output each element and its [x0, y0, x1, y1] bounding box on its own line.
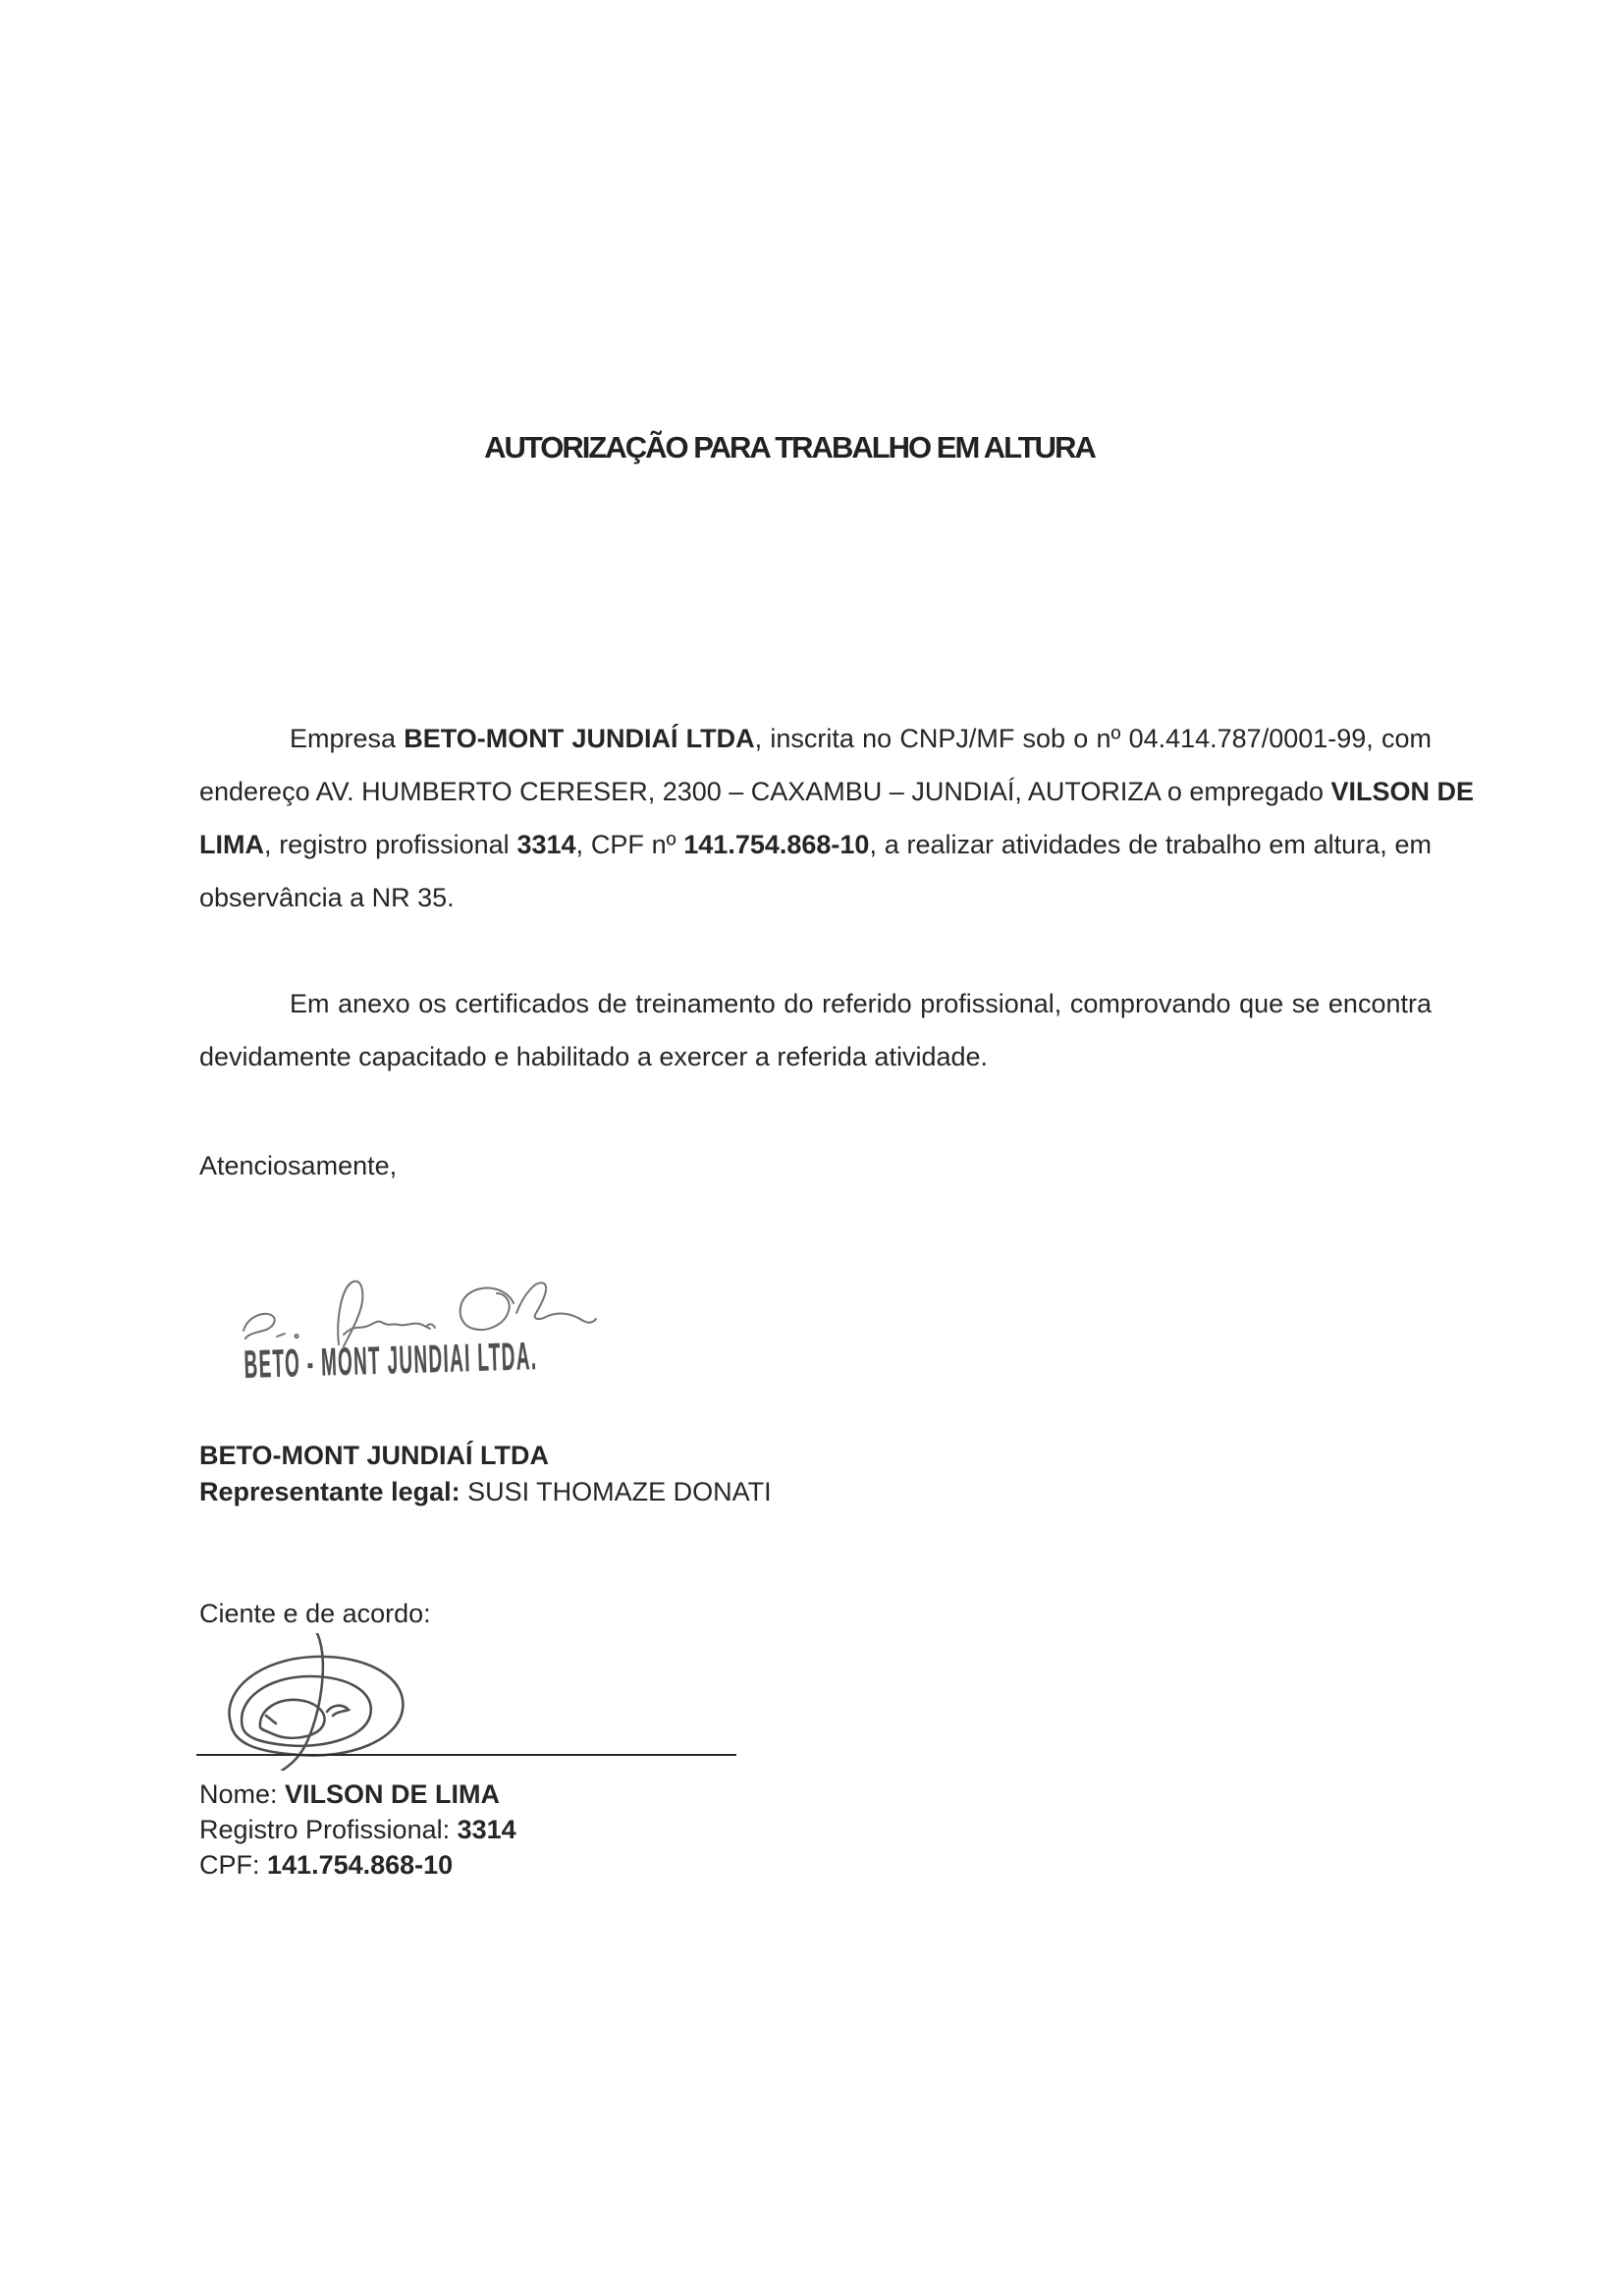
paragraph-line: [199, 871, 1432, 924]
employee-info-block: [199, 1777, 1432, 1883]
text-run: , inscrita no CNPJ/MF sob o nº 04.414.787/0001-99, com: [754, 724, 1433, 753]
paragraph-line: [199, 818, 1432, 871]
company-signature-block: [199, 1438, 1432, 1510]
text-run: devidamente capacitado e habilitado a exercer a referida atividade.: [199, 1042, 989, 1071]
employee-name-inline: LIMA: [199, 830, 264, 859]
company-rubber-stamp: [243, 1335, 868, 1388]
text-run: endereço AV. HUMBERTO CERESER, 2300 – CAXAMBU – JUNDIAÍ, AUTORIZA o empregado: [199, 777, 1331, 806]
text-run: observância a NR 35.: [199, 883, 455, 912]
cpf-inline: 141.754.868-10: [683, 830, 870, 859]
company-name-inline: BETO-MONT JUNDIAÍ LTDA: [404, 724, 755, 753]
paragraph-line: [199, 765, 1475, 818]
signature-line: [196, 1754, 736, 1756]
paragraph-line: [199, 712, 1432, 765]
text-run: , CPF nº: [575, 830, 684, 859]
representative-line: [199, 1474, 1432, 1510]
text-run: Em anexo os certificados de treinamento do referido profissional, comprovando que se encontra: [290, 989, 1432, 1018]
employee-registro: 3314: [457, 1815, 516, 1844]
text-run: , registro profissional: [263, 830, 517, 859]
name-label: Nome:: [199, 1779, 286, 1809]
registro-label: Registro Profissional:: [199, 1815, 458, 1844]
employee-registro-line: [199, 1812, 1432, 1847]
cpf-label: CPF:: [199, 1850, 268, 1880]
employee-name-inline: VILSON DE: [1330, 777, 1475, 806]
text-run: Empresa: [290, 724, 405, 753]
employee-cpf-line: [199, 1847, 1432, 1883]
company-name: BETO-MONT JUNDIAÍ LTDA: [199, 1441, 549, 1470]
representative-label: Representante legal:: [199, 1477, 460, 1506]
representative-name: SUSI THOMAZE DONATI: [460, 1477, 772, 1506]
paragraph-line: [199, 977, 1432, 1030]
closing-salutation: Atenciosamente,: [199, 1151, 398, 1180]
registro-inline: 3314: [516, 830, 576, 859]
employee-name: VILSON DE LIMA: [285, 1779, 501, 1809]
acknowledgment-label: Ciente e de acordo:: [199, 1599, 431, 1628]
employee-signature: [201, 1633, 427, 1771]
stamp-text: BETO - MONT JUNDIAI LTDA.: [243, 1335, 538, 1387]
text-run: , a realizar atividades de trabalho em altura, em: [869, 830, 1433, 859]
paragraph-attachments: [199, 977, 1432, 1083]
document-title: AUTORIZAÇÃO PARA TRABALHO EM ALTURA: [484, 430, 1095, 465]
employee-cpf: 141.754.868-10: [267, 1850, 454, 1880]
paragraph-line: [199, 1030, 1432, 1083]
paragraph-authorization: [199, 712, 1475, 924]
employee-name-line: [199, 1777, 1432, 1812]
